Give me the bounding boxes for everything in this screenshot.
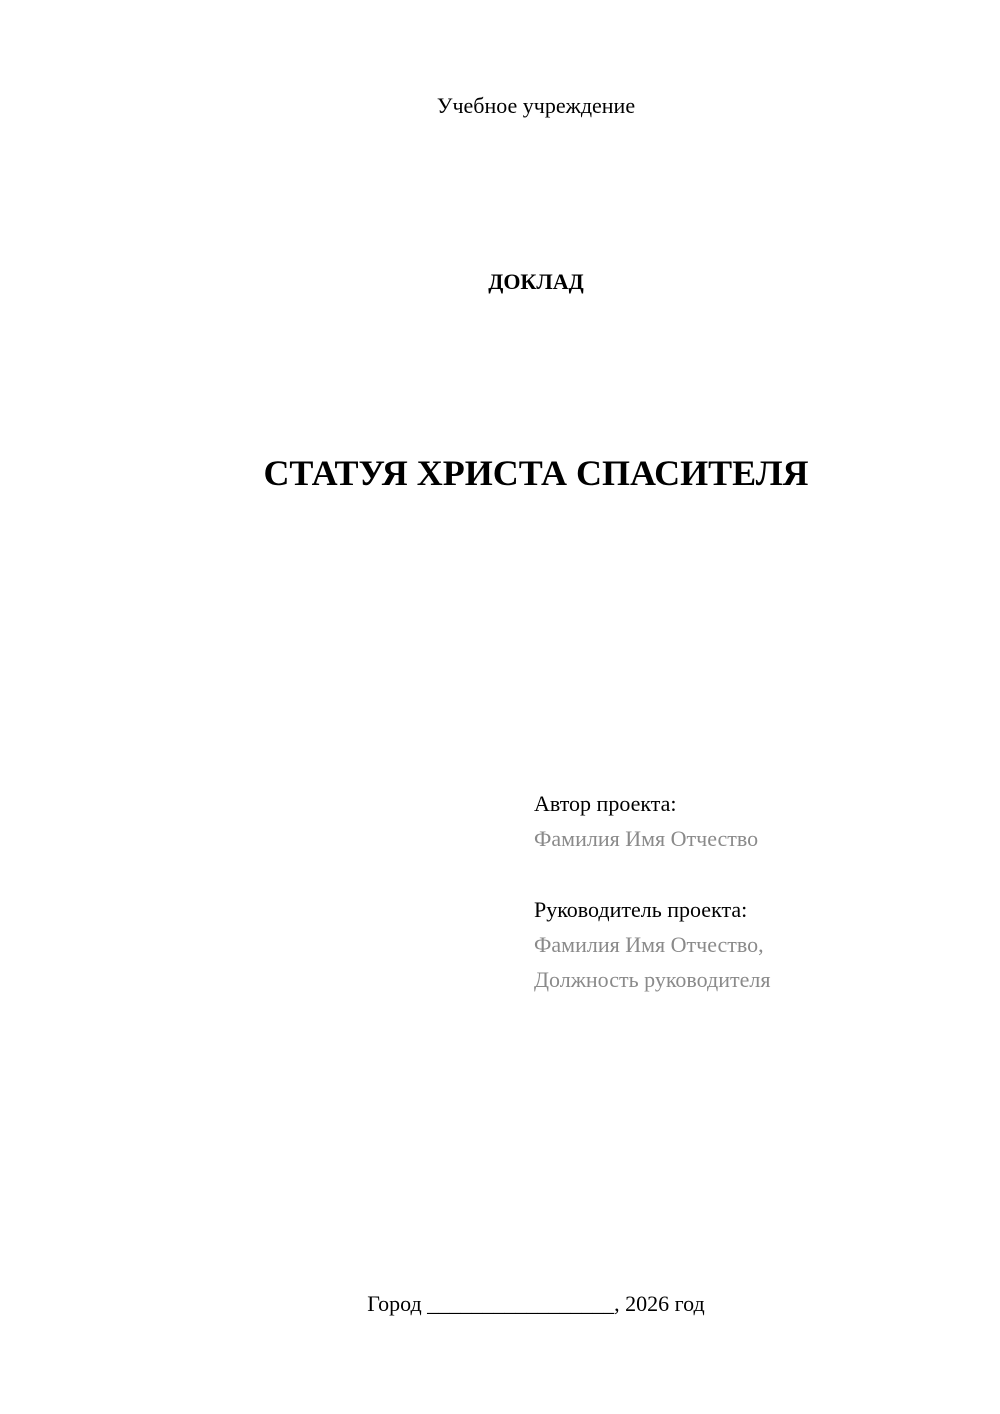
author-name: Фамилия Имя Отчество bbox=[534, 826, 759, 851]
document-type: ДОКЛАД bbox=[488, 269, 584, 294]
supervisor-label: Руководитель проекта: bbox=[534, 897, 748, 922]
supervisor-block bbox=[534, 892, 974, 997]
city-year-line: Город _________________, 2026 год bbox=[367, 1291, 705, 1316]
credits-block bbox=[534, 786, 974, 997]
institution-name: Учебное учреждение bbox=[436, 93, 636, 118]
author-block bbox=[534, 786, 974, 856]
supervisor-position: Должность руководителя bbox=[534, 967, 771, 992]
author-label: Автор проекта: bbox=[534, 791, 677, 816]
document-title: СТАТУЯ ХРИСТА СПАСИТЕЛЯ bbox=[263, 453, 809, 493]
supervisor-name: Фамилия Имя Отчество, bbox=[534, 932, 764, 957]
